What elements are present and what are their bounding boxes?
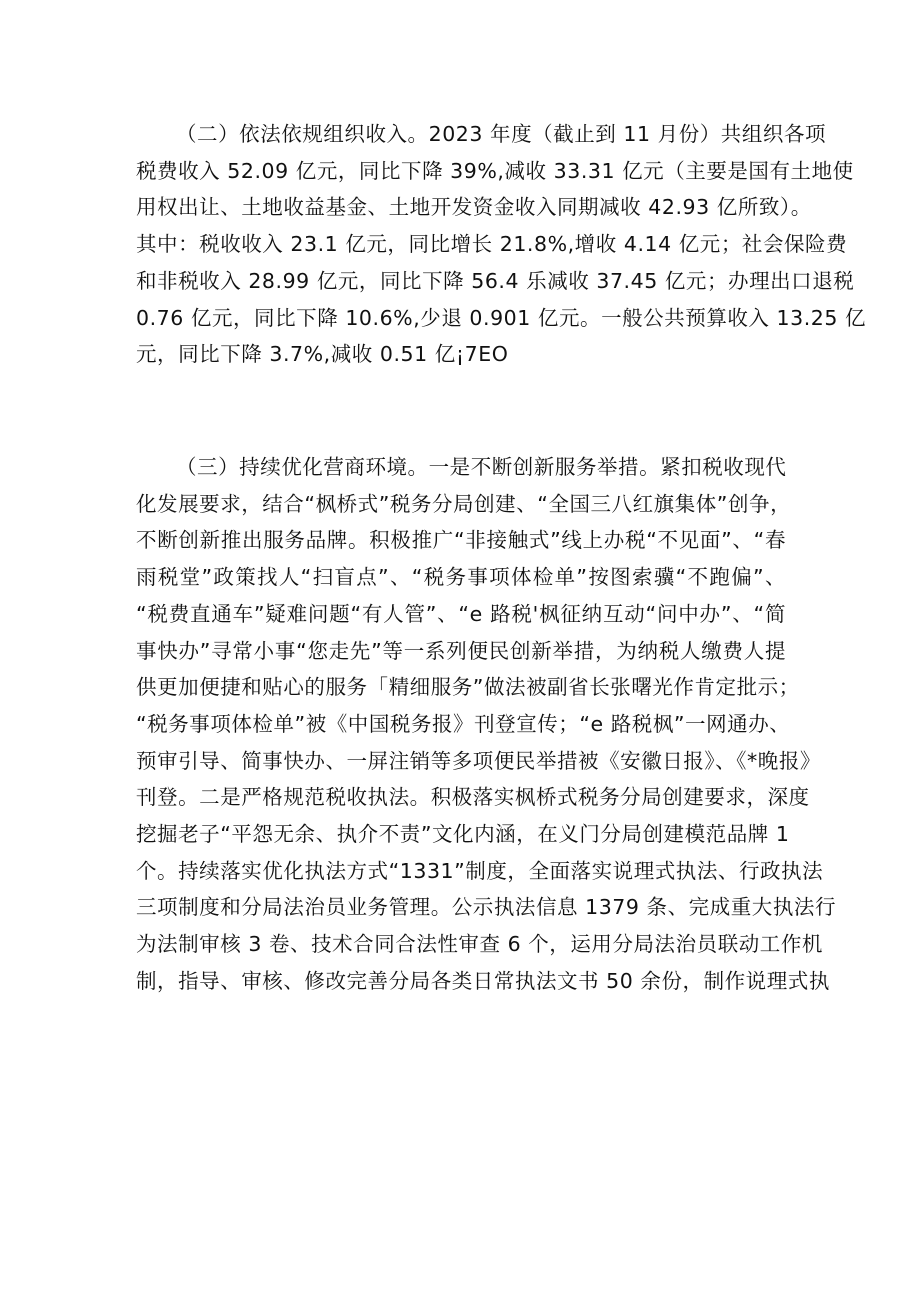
text-line: 雨税堂”政策找人“扫盲点”、“税务事项体检单”按图索骥“不跑偏”、 <box>136 565 786 590</box>
text-line: 三项制度和分局法治员业务管理。公示执法信息 1379 条、完成重大执法行 <box>136 895 837 920</box>
text-line: 挖掘老子“平怨无余、执介不责”文化内涵，在义门分局创建模范品牌 1 <box>136 822 790 847</box>
text-line: 为法制审核 3 卷、技术合同合法性审查 6 个，运用分局法治员联动工作机 <box>136 932 823 957</box>
paragraph-business-environment <box>136 449 837 1000</box>
text-line: 其中：税收收入 23.1 亿元，同比增长 21.8%,增收 4.14 亿元；社会保险费 <box>136 232 848 257</box>
text-line: 税费收入 52.09 亿元，同比下降 39%,减收 33.31 亿元（主要是国有土地使 <box>136 158 854 183</box>
text-line: 制，指导、审核、修改完善分局各类日常执法文书 50 余份，制作说理式执 <box>136 968 830 993</box>
text-line: （二）依法依规组织收入。2023 年度（截止到 11 月份）共组织各项 <box>176 122 827 146</box>
text-line: 供更加便捷和贴心的服务「精细服务”做法被副省长张曙光作肯定批示； <box>136 675 800 700</box>
paragraph-revenue <box>136 116 867 373</box>
text-line: 刊登。二是严格规范税收执法。积极落实枫桥式税务分局创建要求，深度 <box>136 785 810 810</box>
text-line: 化发展要求，结合“枫桥式”税务分局创建、“全国三八红旗集体”创争， <box>136 491 792 516</box>
text-line: “税务事项体检单”被《中国税务报》刊登宣传；“e 路税枫”一网通办、 <box>136 711 791 736</box>
text-line: 不断创新推出服务品牌。积极推广“非接触式”线上办税“不见面”、“春 <box>136 528 786 553</box>
text-line: 预审引导、简事快办、一屏注销等多项便民举措被《安徽日报》、《*晚报》 <box>136 748 821 773</box>
text-line: 用权出让、土地收益基金、土地开发资金收入同期减收 42.93 亿所致）。 <box>136 195 812 220</box>
text-line: （三）持续优化营商环境。一是不断创新服务举措。紧扣税收现代 <box>176 455 787 479</box>
text-line: “税费直通车”疑难问题“有人管”、“e 路税'枫征纳互动“问中办”、“简 <box>136 601 786 626</box>
text-line: 事快办”寻常小事“您走先”等一系列便民创新举措，为纳税人缴费人提 <box>136 638 786 663</box>
text-line: 0.76 亿元，同比下降 10.6%,少退 0.901 亿元。一般公共预算收入 13.25 亿 <box>136 305 867 330</box>
text-line: 元，同比下降 3.7%,减收 0.51 亿¡7EO <box>136 342 509 367</box>
text-line: 个。持续落实优化执法方式“1331”制度，全面落实说理式执法、行政执法 <box>136 858 824 883</box>
text-line: 和非税收入 28.99 亿元，同比下降 56.4 乐减收 37.45 亿元；办理出口退税 <box>136 268 855 293</box>
